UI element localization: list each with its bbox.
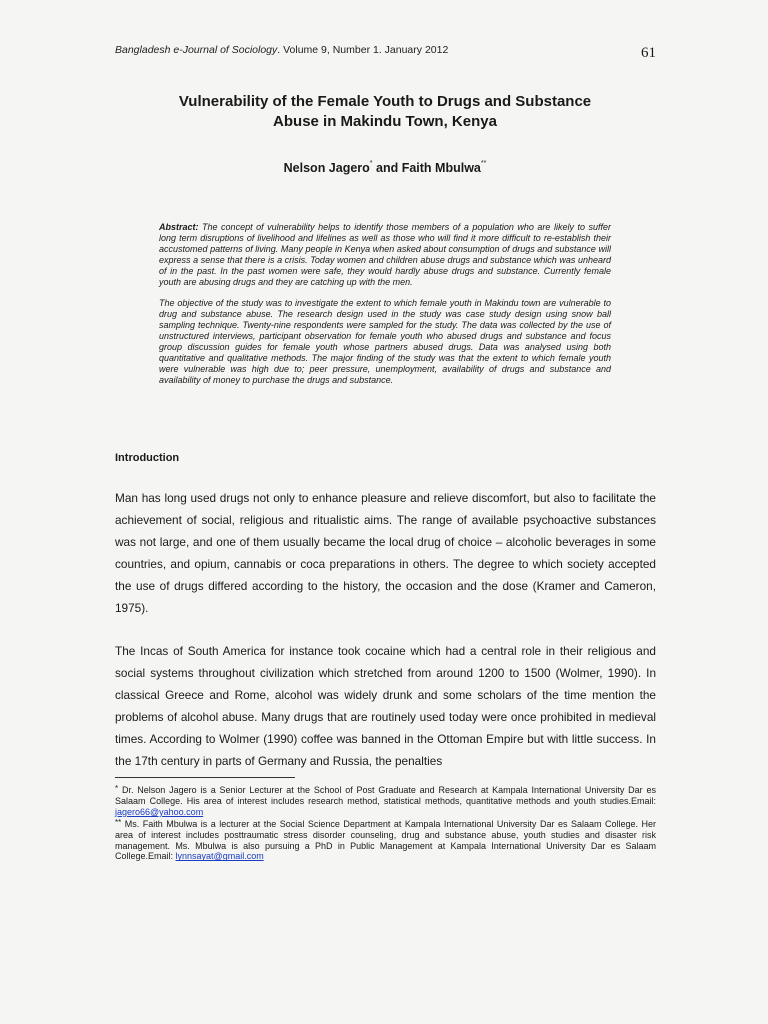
footnote-divider — [115, 777, 295, 778]
journal-name: Bangladesh e-Journal of Sociology — [115, 44, 278, 56]
footnote-mark: * — [115, 784, 119, 793]
title-line-1: Vulnerability of the Female Youth to Drugs and Substance — [178, 93, 592, 110]
author-name: Faith Mbulwa — [401, 161, 481, 175]
title-line-2: Abuse in Makindu Town, Kenya — [273, 113, 497, 130]
paper-title — [115, 92, 655, 132]
footnotes — [115, 784, 656, 862]
abstract-text: The concept of vulnerability helps to identify those members of a population who are likely to suffer long term disruptions of livelihood and lifelines as well as those who will find it more difficult to re-establish their accustomed patterns of living. Many people in Kenya when asked about consumption of drugs and substance will express a sense that there is a crisis. Today women and children abuse drugs and substance which was unheard of in the past. In the past women were safe, they would hardly abuse drugs and substance. Currently female youth are abusing drugs and they are catching up with the men. — [159, 222, 611, 288]
section-heading-introduction: Introduction — [115, 452, 180, 464]
author-conjunction: and — [372, 161, 402, 175]
body-paragraph: The Incas of South America for instance took cocaine which had a central role in their religious and social systems throughout civilization which stretched from around 1200 to 1500 (Wolmer, 1990). In classical Greece and Rome, alcohol was widely drunk and some scholars of the time mention the problems of alcohol abuse. Many drugs that are routinely used today were once prohibited in medieval times. According to Wolmer (1990) coffee was banned in the Ottoman Empire but with little success. In the 17th century in parts of Germany and Russia, the penalties — [115, 644, 656, 768]
journal-issue: . Volume 9, Number 1. January 2012 — [277, 44, 449, 56]
abstract-paragraph — [159, 222, 611, 289]
abstract-paragraph: The objective of the study was to investigate the extent to which female youth in Makindu town are vulnerable to drug and substance abuse. The research design used in the study was case study design using snow ball sampling technique. Twenty-nine respondents were sampled for the study. The data was collected by the use of unstructured interviews, participant observation for female youth who abused drugs and substance and focus group discussion guides for female youth whose partners abused drugs. Data was analysed using both quantitative and qualitative methods. The major finding of the study was that the extent to which female youth were vulnerable was high due to; peer pressure, unemployment, availability of drugs and substance and availability of money to purchase the drugs and substance. — [159, 297, 611, 386]
abstract-label: Abstract: — [159, 222, 199, 232]
footnote-text: Dr. Nelson Jagero is a Senior Lecturer at the School of Post Graduate and Research at Kampala International University Dar es Salaam College. His area of interest includes research method, statistical methods, quantitative methods and youth studies.Email: — [115, 785, 656, 806]
abstract — [159, 222, 611, 395]
footnote — [115, 784, 656, 818]
footnote — [115, 818, 656, 863]
page-number: 61 — [641, 45, 656, 61]
affiliation-mark: ** — [480, 160, 487, 167]
body-paragraph: Man has long used drugs not only to enhance pleasure and relieve discomfort, but also to facilitate the achievement of social, religious and ritualistic aims. The range of available psychoactive substances was not large, and one of them usually became the local drug of choice – alcoholic beverages in some countries, and opium, cannabis or coca preparations in others. The degree to which society accepted the use of drugs differed according to the history, the occasion and the dose (Kramer and Cameron, 1975). — [115, 491, 656, 615]
affiliation-mark: * — [369, 160, 373, 167]
footnote-text: Ms. Faith Mbulwa is a lecturer at the Social Science Department at Kampala International University Dar es Salaam College. Her area of interest includes posttraumatic stress disorder counseling, drug and substance abuse, youth studies and disaster risk management. Ms. Mbulwa is also pursuing a PhD in Public Management at Kampala International University Dar es Salaam College.Email: — [115, 818, 656, 862]
running-header — [115, 44, 448, 56]
email-link[interactable]: jagero66@yahoo.com — [115, 806, 204, 817]
author-list — [115, 160, 655, 175]
footnote-mark: ** — [115, 817, 122, 827]
author-name: Nelson Jagero — [283, 161, 370, 175]
body-text — [115, 487, 656, 793]
email-link[interactable]: lynnsayat@gmail.com — [175, 851, 264, 862]
